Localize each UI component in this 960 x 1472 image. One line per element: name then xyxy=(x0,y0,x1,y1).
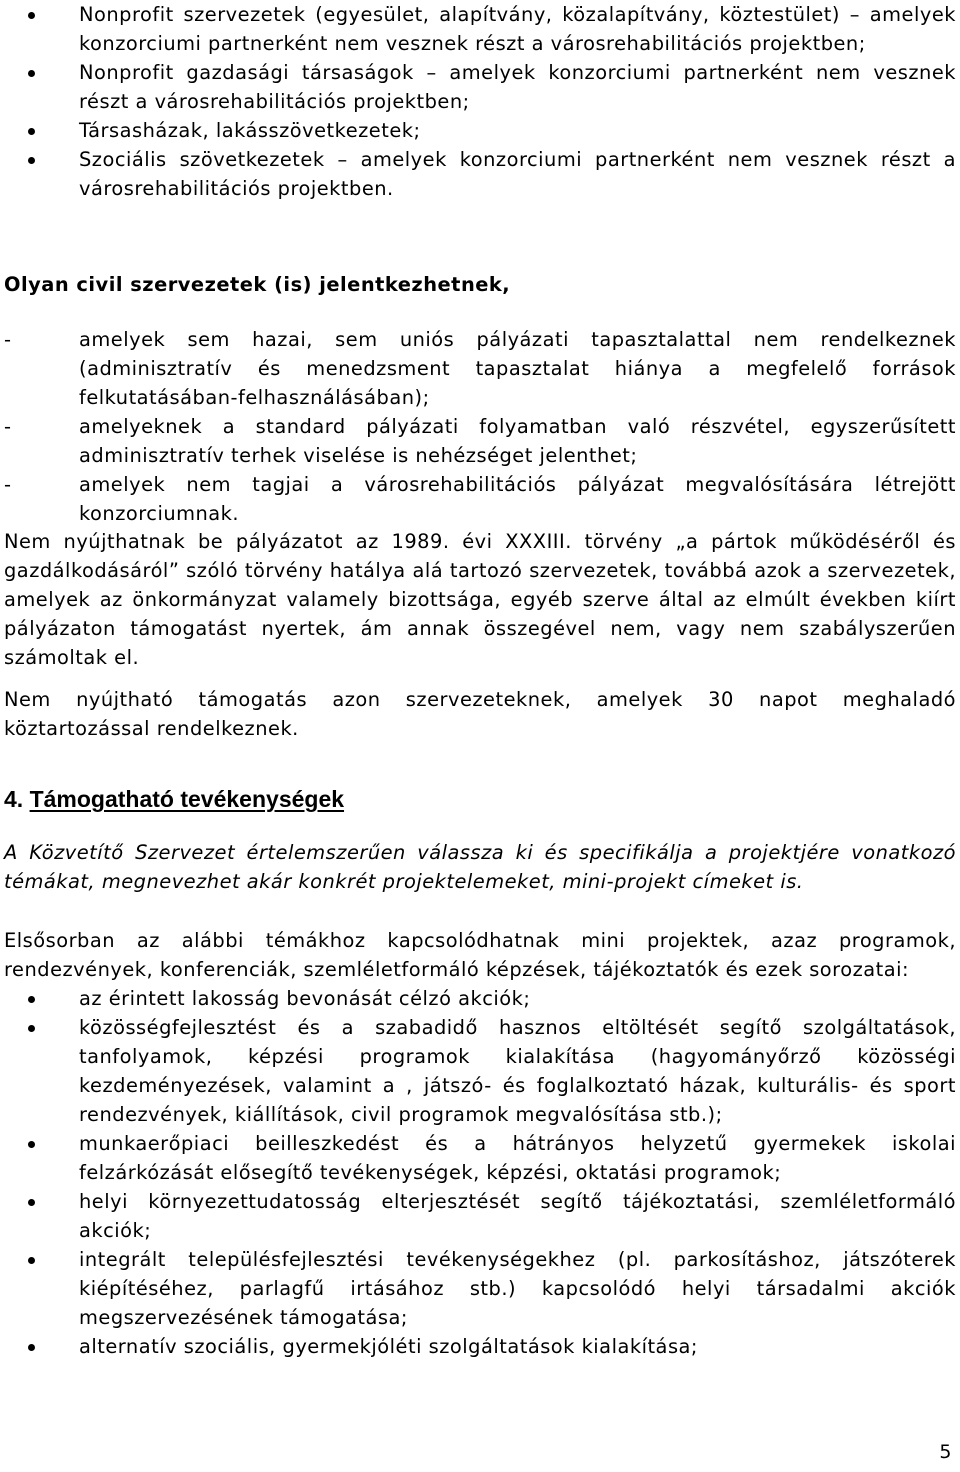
bullet-icon xyxy=(28,128,35,135)
list-item: az érintett lakosság bevonását célzó akciók; xyxy=(0,984,960,1013)
exclusion-paragraph: Nem nyújthatnak be pályázatot az 1989. évi XXXIII. törvény „a pártok működéséről és gazdálkodásáról” szóló törvény hatálya alá tartozó szervezetek, továbbá azok a szervezetek, amelyek az önkormányzat valamely bizottsága, egyéb szerve által az elmúlt években kiírt pályázaton támogatást nyertek, ám annak összegével nem, vagy nem szabályszerűen számoltak el. xyxy=(4,530,956,669)
list-item: munkaerőpiaci beilleszkedést és a hátrányos helyzetű gyermekek iskolai felzárkózását elősegítő tevékenységek, képzési, oktatási programok; xyxy=(0,1129,960,1187)
bullet-icon xyxy=(28,70,35,77)
section-title: Támogatható tevékenységek xyxy=(29,786,345,812)
bullet-icon xyxy=(28,996,35,1003)
topics-list xyxy=(0,984,960,1361)
bullet-icon xyxy=(28,1141,35,1148)
list-item: integrált településfejlesztési tevékenységekhez (pl. parkosításhoz, játszóterek kiépítéséhez, parlagfű irtásához stb.) kapcsolódó helyi társadalmi akciók megszervezésének támogatása; xyxy=(0,1245,960,1332)
list-item: közösségfejlesztést és a szabadidő hasznos eltöltését segítő szolgáltatások, tanfolyamok, képzési programok kialakítása (hagyományőrző közösségi kezdeményezések, valamint a , játszó- és foglalkoztató házak, kulturális- és sport rendezvények, kiállítások, civil programok megvalósítása stb.); xyxy=(0,1013,960,1129)
list-item: - amelyek sem hazai, sem uniós pályázati tapasztalattal nem rendelkeznek (adminisztratív és menedzsment tapasztalat hiánya a megfelelő források felkutatásában-felhasználásában); xyxy=(0,325,960,412)
tax-debt-paragraph: Nem nyújtható támogatás azon szervezeteknek, amelyek 30 napot meghaladó köztartozással rendelkeznek. xyxy=(4,688,956,740)
section-heading xyxy=(4,786,956,813)
list-item: Társasházak, lakásszövetkezetek; xyxy=(0,116,960,145)
list-item: Nonprofit szervezetek (egyesület, alapítvány, közalapítvány, köztestület) – amelyek konzorciumi partnerként nem vesznek részt a városrehabilitációs projektben; xyxy=(0,0,960,58)
list-item: - amelyeknek a standard pályázati folyamatban való részvétel, egyszerűsített adminisztratív terhek viselése is nehézséget jelenthet; xyxy=(0,412,960,470)
list-item: alternatív szociális, gyermekjóléti szolgáltatások kialakítása; xyxy=(0,1332,960,1361)
list-item: Nonprofit gazdasági társaságok – amelyek konzorciumi partnerként nem vesznek részt a városrehabilitációs projektben; xyxy=(0,58,960,116)
list-item: Szociális szövetkezetek – amelyek konzorciumi partnerként nem vesznek részt a városrehabilitációs projektben. xyxy=(0,145,960,203)
dash-marker: - xyxy=(4,415,12,438)
section-number: 4. xyxy=(4,786,24,812)
organization-type-list xyxy=(0,0,960,203)
list-item: helyi környezettudatosság elterjesztését segítő tájékoztatási, szemléletformáló akciók; xyxy=(0,1187,960,1245)
civil-criteria-list xyxy=(0,325,960,528)
bullet-icon xyxy=(28,1257,35,1264)
civil-heading: Olyan civil szervezetek (is) jelentkezhetnek, xyxy=(4,273,511,296)
dash-marker: - xyxy=(4,473,12,496)
bullet-icon xyxy=(28,157,35,164)
bullet-icon xyxy=(28,1199,35,1206)
bullet-icon xyxy=(28,1025,35,1032)
instruction-paragraph: A Közvetítő Szervezet értelemszerűen válassza ki és specifikálja a projektjére vonatkozó témákat, megnevezhet akár konkrét projektelemeket, mini-projekt címeket is. xyxy=(4,841,956,893)
dash-marker: - xyxy=(4,328,12,351)
bullet-icon xyxy=(28,12,35,19)
list-item: - amelyek nem tagjai a városrehabilitációs pályázat megvalósítására létrejött konzorciumnak. xyxy=(0,470,960,528)
page-number: 5 xyxy=(939,1441,952,1463)
bullet-icon xyxy=(28,1344,35,1351)
topics-intro: Elsősorban az alábbi témákhoz kapcsolódhatnak mini projektek, azaz programok, rendezvények, konferenciák, szemléletformáló képzések, tájékoztatók és ezek sorozatai: xyxy=(4,929,956,981)
